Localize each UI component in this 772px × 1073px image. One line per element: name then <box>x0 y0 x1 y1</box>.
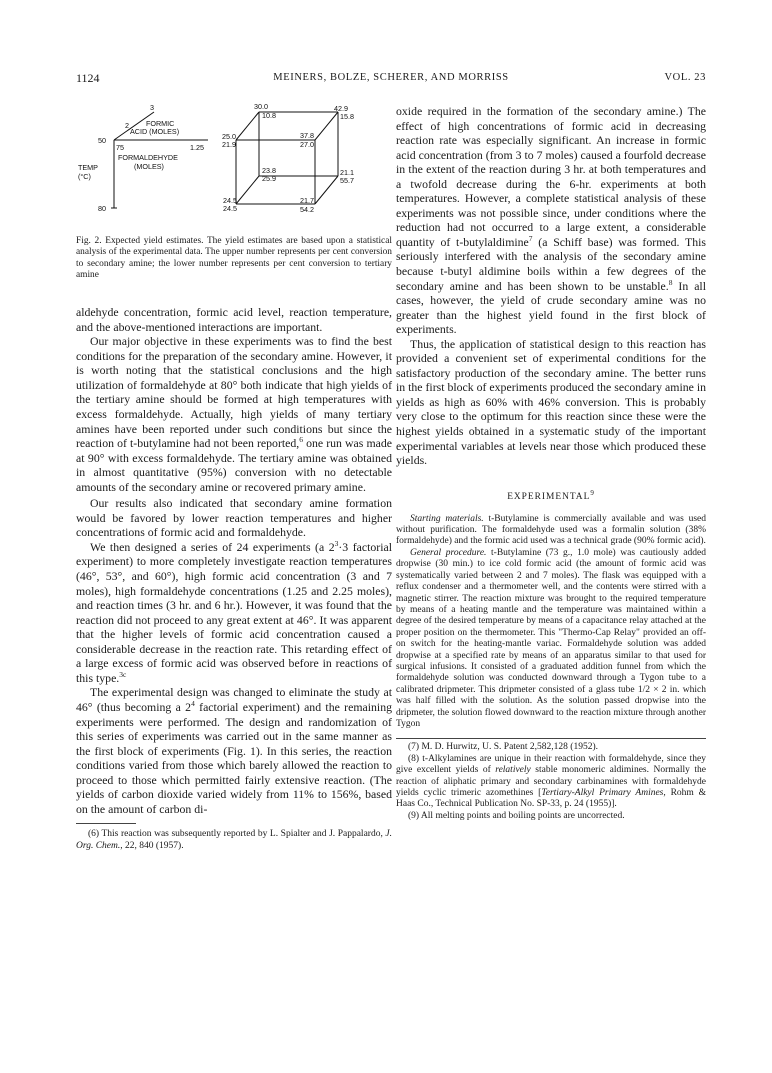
paragraph-2: Our major objective in these experiments was to find the best conditions for the preparation of the secondary amine. However, it is worth noting that the statistical conclusions and the high utilization of formaldehyde at 80° both indicate that high yields of the tertiary amine should be formed at high temperatures with excess formaldehyde. Actually, high yields of many tertiary amines have been reported under such conditions but since the reaction of t-butylamine had not been reported,$^6$ one run was made at 90° with excess formaldehyde. The tertiary amine was obtained in almost quantitative (95%) conversion with no detectable amounts of the secondary amine or recovered primary amine. <box>76 334 392 494</box>
axis-origin-50: 50 <box>98 136 106 145</box>
footnote-9: (9) All melting points and boiling points are uncorrected. <box>408 810 625 821</box>
footnote-rule-right <box>396 738 706 739</box>
figure-caption: Fig. 2. Expected yield estimates. The yield estimates are based upon a statistical analysis of the experimental data. The upper number represents per cent conversion to secondary amine; the lower number represents per cent conversion to tertiary amine <box>76 236 392 280</box>
footnote-8: (8) t-Alkylamines are unique in their reaction with formaldehyde, since they give excellent yields of relatively stable monomeric aldimines. Normally the reaction of aliphatic primary and secondary carbinamines with formaldehyde yields cyclic trimeric azomethines [Tertiary-Alkyl Primary Amines, Rohm & Haas Co., Technical Publication No. SP-33, p. 24 (1955)]. <box>396 753 706 810</box>
section-heading-experimental: EXPERIMENTAL$^9$ <box>507 488 595 502</box>
left-column <box>76 100 392 852</box>
value-fb-l-l: 24.5 <box>223 204 237 213</box>
value-bt-l-l: 10.8 <box>262 111 276 120</box>
value-ft-r-l: 27.0 <box>300 140 314 149</box>
footnote-rule <box>76 823 136 824</box>
running-authors: MEINERS, BOLZE, SCHERER, AND MORRISS <box>273 72 509 83</box>
formaldehyde-tick-125: 1.25 <box>190 143 204 152</box>
page-number: 1124 <box>76 71 100 85</box>
value-bb-r-l: 55.7 <box>340 176 354 185</box>
exp-starting-materials: Starting materials. t-Butylamine is commercially available and was used without purification. The formaldehyde used was a formalin solution (38% formaldehyde) and the formic acid used was a technical grade (90% formic acid). <box>396 513 706 547</box>
paragraph-r2: Thus, the application of statistical design to this reaction has provided a convenient set of experimental conditions for the satisfactory production of the secondary amine. The better runs in the first block of experiments produced the secondary amine in yields as high as 60% with 46% conversion. This is probably very close to the optimum for this reaction since these were the highest yields obtained in a systematic study of the important experimental variables at levels near those which produced these yields. <box>396 336 706 468</box>
formaldehyde-label-2: (MOLES) <box>134 162 164 171</box>
footnote-6: (6) This reaction was subsequently reported by L. Spialter and J. Pappalardo, J. Org. Chem., 22, 840 (1957). <box>76 829 392 851</box>
value-bt-r-u: 42.9 <box>334 104 348 113</box>
temp-label-1: TEMP <box>78 163 98 172</box>
formic-tick-2: 2 <box>125 121 129 130</box>
value-fb-r-u: 21.7 <box>300 196 314 205</box>
temp-tick-80: 80 <box>98 204 106 213</box>
value-ft-r-u: 37.8 <box>300 131 314 140</box>
value-ft-l-u: 25.0 <box>222 132 236 141</box>
value-fb-l-u: 24.5 <box>223 196 237 205</box>
value-bb-l-u: 23.8 <box>262 166 276 175</box>
paragraph-1: aldehyde concentration, formic acid level, reaction temperature, and the above-mentioned interactions are important. <box>76 305 392 334</box>
volume-label: VOL. 23 <box>664 72 706 83</box>
formic-label-1: FORMIC <box>146 119 175 128</box>
value-ft-l-l: 21.9 <box>222 140 236 149</box>
formaldehyde-label-1: FORMALDEHYDE <box>118 153 178 162</box>
formic-label-2: ACID (MOLES) <box>130 127 180 136</box>
footnote-7: (7) M. D. Hurwitz, U. S. Patent 2,582,128 (1952). <box>408 742 598 753</box>
temp-label-2: (°C) <box>78 172 91 181</box>
formic-tick-3: 3 <box>150 103 154 112</box>
value-bb-r-u: 21.1 <box>340 168 354 177</box>
exp-general-procedure: General procedure. t-Butylamine (73 g., 1.0 mole) was cautiously added dropwise (30 min.) to ice cold formic acid (the amount of formic acid was systematically varied between 2 and 7 moles). The flask was equipped with a reflux condenser and a thermometer well, and the contents were stirred with a magnetic stirrer. The reaction mixture was brought to the required temperature by means of a heating mantle and the temperature was maintained within a degree of the desired temperature by means of a capacitance relay attached at the proper position on the thermometer. This "Thermo-Cap Relay" provided an off-on switch for the heating-mantle variac. Formaldehyde solution was added dropwise at a specified rate by means of an apparatus similar to that used for surgical infusions. It consisted of a graduated addition funnel from which the formaldehyde solution was conducted downward through a Tygon tube to a calibrated dripmeter. This dripmeter consisted of a glass tube 1/2 × 2 in. which was half filled with the solution. As the solution passed dropwise into the dripmeter, the solution flowed downward to the reaction mixture through another Tygon <box>396 547 706 729</box>
right-column <box>396 104 706 822</box>
paragraph-4: We then designed a series of 24 experiments (a $2^3\cdot 3$ factorial experiment) to more completely investigate reaction temperatures (46°, 53°, and 60°), high formic acid concentration (3 and 7 moles), high formaldehyde concentrations (1.25 and 2.25 moles), and reaction times (3 hr. and 6 hr.). However, it was found that the reaction did not proceed to any great extent at 46°. It was apparent that the higher levels of formic acid concentration caused a considerable decrease in the reaction rate. This retarding effect of a large excess of formic acid was observed before in reactions of this type.$^{3c}$ <box>76 539 392 685</box>
value-bt-r-l: 15.8 <box>340 112 354 121</box>
paragraph-3: Our results also indicated that secondary amine formation would be favored by lower reaction temperatures and higher concentrations of formic acid and formaldehyde. <box>76 496 392 540</box>
paragraph-r1: oxide required in the formation of the secondary amine.) The effect of high concentrations of formic acid in decreasing reaction rate was especially significant. An increase in formic acid concentration (from 3 to 7 moles) caused a fourfold decrease in the extent of the reaction during 3 hr. at both temperatures and a twofold decrease during the 6-hr. experiments at both temperatures. However, a complete statistical analysis of these experiments was not possible since, under conditions where the reduction had not occurred to a large extent, a considerable quantity of t-butylaldimine$^7$ (a Schiff base) was formed. This seriously interfered with the analysis of the secondary amine because t-butyl aldimine boils within a few degrees of the secondary amine and has been shown to be unstable.$^8$ In all cases, however, the yield of crude secondary amine was no greater than the highest yield found in the first block of experiments. <box>396 104 706 337</box>
value-bb-l-l: 25.9 <box>262 174 276 183</box>
value-fb-r-l: 54.2 <box>300 205 314 214</box>
running-header <box>76 72 706 86</box>
paragraph-5: The experimental design was changed to eliminate the study at 46° (thus becoming a $2^4$ factorial experiment) and the remaining experiments were performed. The design and randomization of this series of experiments was carried out in the same manner as the first block of experiments (Fig. 1). In this series, the reaction conditions varied from those which barely allowed the reaction to proceed to those which permitted fairly extensive reaction. (The yields of carbon dioxide varied widely from 11% to 156%, based on the amount of carbon di- <box>76 685 392 816</box>
value-bt-l-u: 30.0 <box>254 102 268 111</box>
figure-2 <box>76 100 392 250</box>
formaldehyde-tick-75: 75 <box>116 143 124 152</box>
yield-cube-diagram <box>76 100 392 230</box>
